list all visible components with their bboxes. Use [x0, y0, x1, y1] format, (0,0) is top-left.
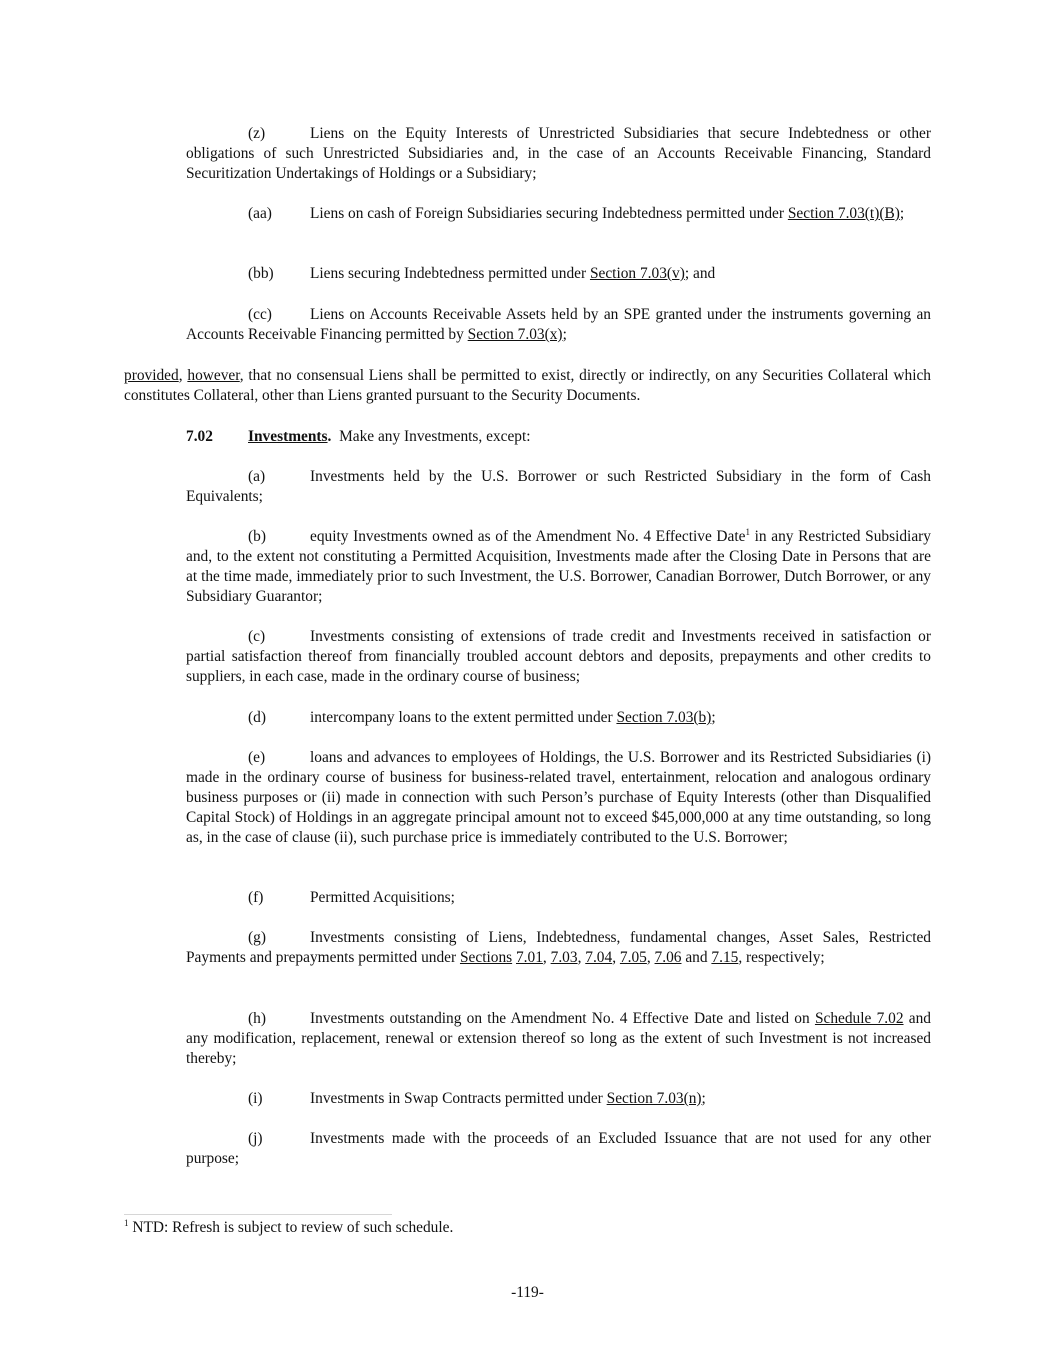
section-reference-link[interactable]: Section 7.03(b) — [616, 709, 712, 726]
clause-label: (i) — [248, 1090, 263, 1107]
clause-text-end: ; — [701, 1090, 706, 1107]
clause-cc — [186, 305, 931, 345]
section-7-04-link[interactable]: 7.04 — [585, 949, 613, 966]
clause-text-end: ; — [899, 205, 905, 222]
clause-label: (e) — [248, 749, 266, 766]
section-title-dot: . — [327, 428, 332, 445]
section-7-05-link[interactable]: 7.05 — [619, 949, 647, 966]
clause-aa — [186, 204, 931, 224]
section-heading — [186, 427, 931, 447]
proviso-text: , that no consensual Liens shall be permitted to exist, directly or indirectly, on any Securities Collateral which constitutes Collateral, other than Liens granted pursuant to the Security Documents. — [124, 367, 931, 404]
clause-text: Liens securing Indebtedness permitted under — [310, 265, 590, 282]
separator: , — [577, 949, 586, 966]
clause-z — [186, 124, 931, 184]
clause-text: Liens on the Equity Interests of Unrestricted Subsidiaries that secure Indebtedness or other obligations of such Unrestricted Subsidiaries and, in the case of an Accounts Receivable Financing, Standard Securitization Undertakings of Holdings or a Subsidiary; — [186, 125, 931, 182]
section-intro-text: Make any Investments, except: — [331, 428, 531, 445]
proviso-paragraph — [124, 366, 931, 406]
clause-text: Investments held by the U.S. Borrower or such Restricted Subsidiary in the form of Cash Equivalents; — [186, 468, 931, 505]
separator: , — [612, 949, 620, 966]
clause-text-end: ; — [711, 709, 716, 726]
clause-b — [186, 527, 931, 607]
clause-label: (aa) — [248, 205, 272, 222]
clause-d — [186, 708, 931, 728]
footnote-reference[interactable]: 1 — [745, 526, 750, 537]
clause-text: intercompany loans to the extent permitted under — [310, 709, 617, 726]
clause-i — [186, 1089, 931, 1109]
section-number: 7.02 — [186, 428, 213, 445]
section-7-03-link[interactable]: 7.03 — [550, 949, 578, 966]
provided-term: provided — [124, 367, 179, 384]
clause-text-end: , respectively; — [738, 949, 825, 966]
footnote — [124, 1218, 453, 1238]
clause-bb — [186, 264, 931, 284]
clause-text: Liens on cash of Foreign Subsidiaries securing Indebtedness permitted under — [310, 205, 788, 222]
clause-label: (cc) — [248, 306, 272, 323]
clause-label: (c) — [248, 628, 266, 645]
clause-text-end: and any modification, replacement, renewal or extension thereof so long as the extent of such Investment is not increased thereby; — [186, 1010, 931, 1067]
clause-label: (h) — [248, 1010, 266, 1027]
clause-label: (b) — [248, 528, 266, 545]
page-number: -119- — [511, 1284, 544, 1301]
schedule-reference-link[interactable]: Schedule 7.02 — [814, 1010, 904, 1027]
clause-text: Permitted Acquisitions; — [310, 889, 455, 906]
clause-text: Investments made with the proceeds of an Excluded Issuance that are not used for any other purpose; — [186, 1130, 931, 1167]
however-term: however — [187, 367, 240, 384]
clause-label: (z) — [248, 125, 266, 142]
footnote-mark: 1 — [124, 1217, 129, 1228]
clause-label: (a) — [248, 468, 266, 485]
clause-text: Liens on Accounts Receivable Assets held by an SPE granted under the instruments governing an Accounts Receivable Financing permitted by — [186, 306, 931, 343]
clause-h — [186, 1009, 931, 1069]
clause-text: Investments outstanding on the Amendment No. 4 Effective Date and listed on — [310, 1010, 815, 1027]
separator: , — [542, 949, 551, 966]
clause-text-end: ; and — [684, 265, 716, 282]
clause-label: (d) — [248, 709, 266, 726]
clause-c — [186, 627, 931, 687]
footnote-text: NTD: Refresh is subject to review of such schedule. — [128, 1219, 454, 1236]
footnote-divider — [124, 1214, 392, 1215]
clause-g — [186, 928, 931, 968]
section-reference-link[interactable]: Section 7.03(t)(B) — [787, 205, 900, 222]
clause-text-end: ; — [562, 326, 567, 343]
section-7-15-link[interactable]: 7.15 — [711, 949, 739, 966]
separator: , — [178, 367, 188, 384]
clause-label: (bb) — [248, 265, 274, 282]
sections-reference-link[interactable]: Sections — [459, 949, 513, 966]
conjunction: and — [681, 949, 712, 966]
clause-text: loans and advances to employees of Holdings, the U.S. Borrower and its Restricted Subsidiaries (i) made in the ordinary course of business for business-related travel, entertainment, relocation and analogous ordinary business purposes or (ii) made in connection with such Person’s purchase of Equity Interests (other than Disqualified Capital Stock) of Holdings in an aggregate principal amount not to exceed $45,000,000 at any time outstanding, so long as, in the case of clause (ii), such purchase price is immediately contributed to the U.S. Borrower; — [186, 749, 931, 846]
clause-text: equity Investments owned as of the Amendment No. 4 Effective Date — [310, 528, 746, 545]
clause-label: (f) — [248, 889, 264, 906]
clause-text: Investments consisting of extensions of trade credit and Investments received in satisfaction or partial satisfaction thereof from financially troubled account debtors and deposits, prepayments and other credits to suppliers, in each case, made in the ordinary course of business; — [186, 628, 931, 685]
clause-f — [186, 888, 931, 908]
section-reference-link[interactable]: Section 7.03(x) — [467, 326, 563, 343]
separator: , — [646, 949, 655, 966]
section-7-06-link[interactable]: 7.06 — [654, 949, 682, 966]
section-reference-link[interactable]: Section 7.03(n) — [606, 1090, 702, 1107]
section-reference-link[interactable]: Section 7.03(v) — [589, 265, 685, 282]
clause-label: (g) — [248, 929, 266, 946]
clause-j — [186, 1129, 931, 1169]
clause-text: Investments consisting of Liens, Indebtedness, fundamental changes, Asset Sales, Restricted Payments and prepayments permitted under — [186, 929, 931, 966]
clause-a — [186, 467, 931, 507]
clause-label: (j) — [248, 1130, 263, 1147]
clause-e — [186, 748, 931, 848]
section-title: Investments — [248, 428, 328, 445]
clause-text-continued: in any Restricted Subsidiary and, to the extent not constituting a Permitted Acquisition, Investments made after the Closing Date in Persons that are at the time made, immediately prior to such Investment, the U.S. Borrower, Canadian Borrower, Dutch Borrower, or any Subsidiary Guarantor; — [186, 528, 931, 605]
section-7-01-link[interactable]: 7.01 — [515, 949, 543, 966]
clause-text: Investments in Swap Contracts permitted under — [310, 1090, 607, 1107]
